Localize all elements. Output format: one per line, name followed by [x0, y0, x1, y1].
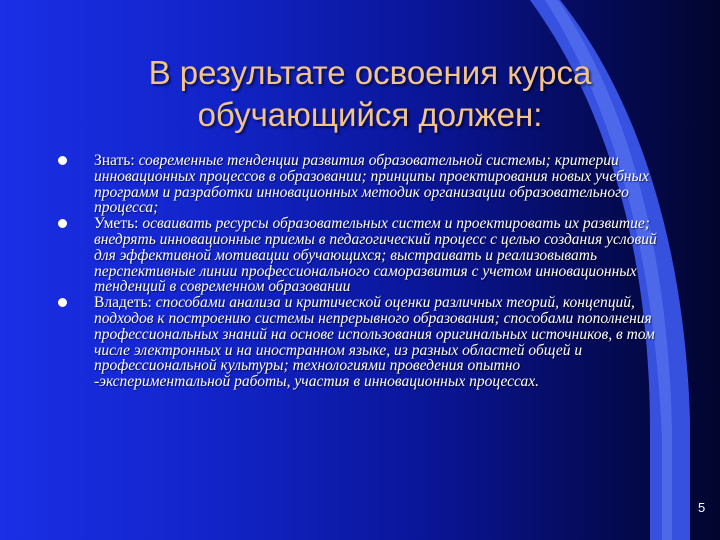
bullet-term: Знать: — [94, 152, 139, 169]
bullet-term: Уметь: — [94, 215, 143, 233]
bullet-know — [58, 153, 658, 216]
bullet-master — [58, 295, 658, 390]
bullet-text: современные тенденции развития образовательной системы; критерии инновационных процессов в образовании; принципы проектирования новых учебных программ и разработки инновационных методик организации образовательного процесса; — [94, 152, 649, 217]
bullet-term: Владеть: — [94, 294, 156, 312]
page-number: 5 — [698, 500, 706, 515]
title-line-1: В результате освоения курса — [148, 54, 592, 91]
bullet-dot-icon — [58, 298, 67, 307]
bullet-list — [58, 153, 658, 390]
bullet-text: способами анализа и критической оценки различных теорий, концепций, подходов к построению системы непрерывного образования; способами пополнения профессиональных знаний на основе использования оригинальных источников, в том числе электронных и на иностранном языке, из разных областей общей и профессиональной культуры; технологиями проведения опытно -экспериментальной работы, участия в инновационных процессах. — [94, 294, 655, 391]
bullet-dot-icon — [58, 156, 67, 165]
bullet-text: осваивать ресурсы образовательных систем и проектировать их развитие; внедрять инновационные приемы в педагогический процесс с целью создания условий для эффективной мотивации обучающихся; выстраивать и реализовывать перспективные линии профессионального саморазвития с учетом инновационных тенденций в современном образовании — [94, 215, 657, 296]
bullet-able — [58, 216, 658, 295]
bullet-dot-icon — [58, 219, 67, 228]
title-line-2: обучающийся должен: — [197, 96, 543, 133]
slide-title — [60, 52, 680, 136]
